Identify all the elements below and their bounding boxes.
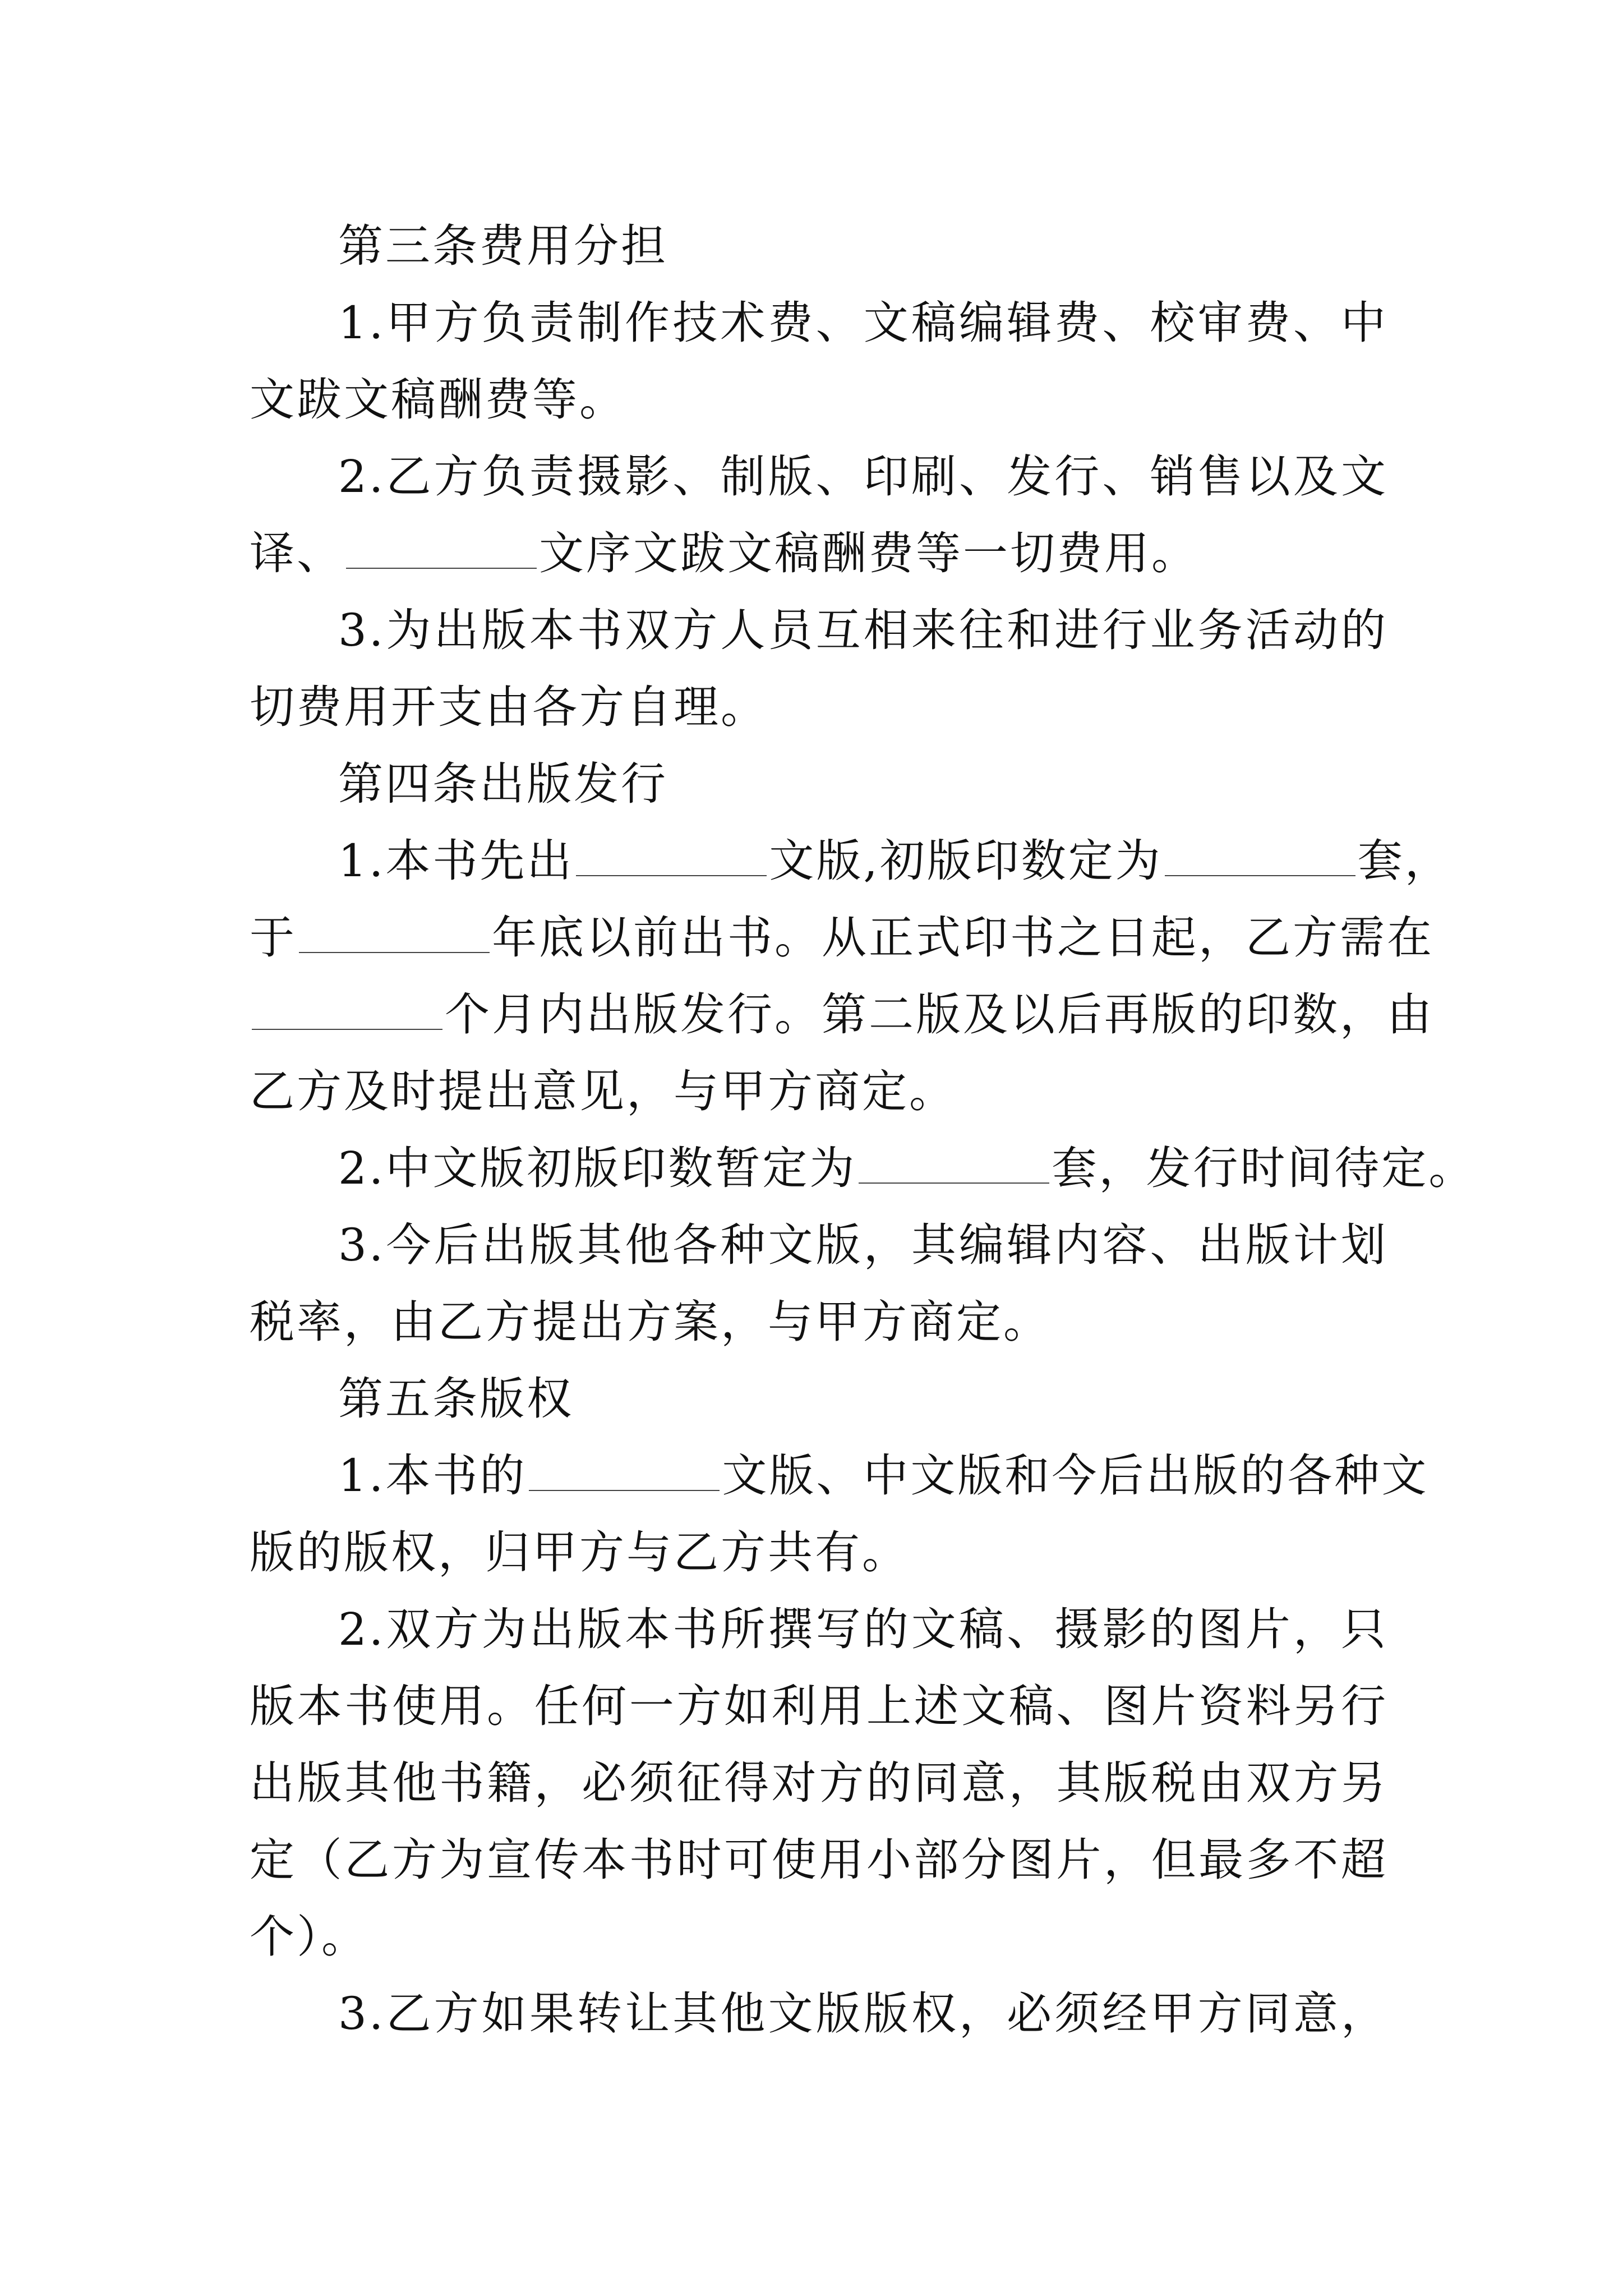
text-segment: 年底以前出书。从正式印书之日起，乙方需在 [492, 912, 1434, 964]
fill-in-blank[interactable] [1165, 839, 1355, 876]
fill-in-blank[interactable] [252, 993, 442, 1030]
fill-in-blank[interactable] [576, 839, 767, 876]
text-segment: 于 [250, 912, 297, 964]
article-5-clause-2-line-1: 2.双方为出版本书所撰写的文稿、摄影的图片，只 [338, 1603, 1388, 1655]
article-4-clause-2 [250, 1130, 1476, 1207]
article-3-clause-3-line-1: 3.为出版本书双方人员互相来往和进行业务活动的 [338, 604, 1388, 656]
article-5-clause-2-line-2: 版本书使用。任何一方如利用上述文稿、图片资料另行 [250, 1680, 1388, 1732]
article-5-clause-2-line-3: 出版其他书籍，必须征得对方的同意，其版税由双方另 [250, 1757, 1388, 1809]
article-4-heading: 第四条出版发行 [338, 758, 668, 810]
article-3-clause-2-line-2 [250, 515, 1388, 592]
article-4-clause-1-line-4: 乙方及时提出意见，与甲方商定。 [250, 1065, 956, 1117]
document-page [250, 208, 1476, 2052]
article-4-clause-1-line-1 [250, 822, 1452, 899]
text-segment: 文版,初版印数定为 [769, 835, 1163, 887]
article-3-clause-3-line-2: 切费用开支由各方自理。 [250, 681, 768, 733]
article-5-clause-1-line-1 [250, 1437, 1429, 1514]
article-3-clause-2-line-1: 2.乙方负责摄影、制版、印刷、发行、销售以及文 [338, 450, 1388, 503]
text-segment: 套， [1357, 835, 1452, 887]
text-segment: 个月内出版发行。第二版及以后再版的印数，由 [445, 988, 1434, 1041]
article-3-clause-1-line-2: 文跋文稿酬费等。 [250, 374, 626, 426]
text-segment: 译、 [250, 527, 344, 579]
text-segment: 1.本书的 [338, 1450, 527, 1502]
article-4-clause-1-line-2 [250, 899, 1434, 976]
text-segment: 2.中文版初版印数暂定为 [338, 1142, 857, 1194]
article-4-clause-3-line-1: 3.今后出版其他各种文版，其编辑内容、出版计划 [338, 1219, 1388, 1271]
fill-in-blank[interactable] [299, 916, 490, 953]
article-3-heading: 第三条费用分担 [338, 220, 668, 272]
text-segment: 文序文跋文稿酬费等一切费用。 [539, 527, 1198, 579]
article-3-clause-1-line-1: 1.甲方负责制作技术费、文稿编辑费、校审费、中 [338, 297, 1388, 349]
article-5-clause-1-line-2: 版的版权，归甲方与乙方共有。 [250, 1526, 909, 1579]
article-4-clause-3-line-2: 税率，由乙方提出方案，与甲方商定。 [250, 1296, 1050, 1348]
fill-in-blank[interactable] [346, 532, 537, 569]
article-5-clause-3-line-1: 3.乙方如果转让其他文版版权，必须经甲方同意， [338, 1987, 1388, 2040]
text-segment: 文版、中文版和今后出版的各种文 [722, 1450, 1429, 1502]
article-5-clause-2-line-4: 定（乙方为宣传本书时可使用小部分图片，但最多不超 [250, 1834, 1388, 1886]
article-5-clause-2-line-5: 个）。 [250, 1911, 368, 1963]
text-segment: 1.本书先出 [338, 835, 574, 887]
fill-in-blank[interactable] [859, 1147, 1049, 1184]
text-segment: 套，发行时间待定。 [1052, 1142, 1476, 1194]
fill-in-blank[interactable] [529, 1454, 720, 1491]
article-4-clause-1-line-3 [250, 976, 1434, 1053]
article-5-heading: 第五条版权 [338, 1373, 574, 1425]
